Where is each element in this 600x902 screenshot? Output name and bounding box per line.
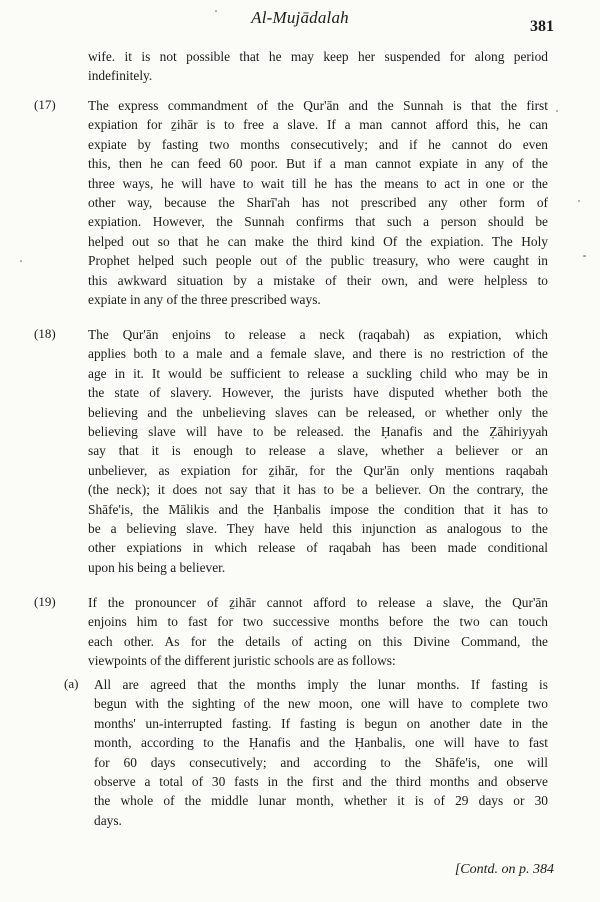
scan-speck: [556, 110, 558, 112]
page-number: 381: [530, 18, 554, 35]
text-line: other expiations in which release of raqabah has been made conditional: [88, 540, 548, 556]
text-line: applies both to a male and a female slave, and there is no restriction of the: [88, 346, 548, 362]
paragraph-number: (19): [34, 594, 56, 609]
text-line: expiate in any of the three prescribed ways.: [88, 292, 321, 308]
text-line: upon his being a believer.: [88, 559, 226, 575]
scan-speck: [20, 260, 22, 262]
text-line: this awkward situation by a mistake of their own, and were helpless to: [88, 272, 548, 288]
intro-text: [88, 47, 548, 86]
scan-speck: [215, 10, 217, 12]
text-line: (the neck); it does not say that it has to be a believer. On the contrary, the: [88, 482, 548, 498]
paragraph-17: [88, 96, 548, 309]
text-line: be a believing slave. They have held this injunction as analogous to the: [88, 521, 548, 537]
text-line: for 60 days consecutively; and according to the Shāfe'is, one will: [94, 754, 548, 770]
text-line: wife. it is not possible that he may keep her suspended for along period: [88, 49, 548, 64]
paragraph-18: [88, 325, 548, 577]
text-line: viewpoints of the different juristic schools are as follows:: [88, 653, 396, 669]
text-line: All are agreed that the months imply the lunar months. If fasting is: [94, 677, 548, 692]
scan-speck: [583, 255, 586, 257]
text-line: believing and the unbelieving slaves can be released, or whether only the: [88, 404, 548, 420]
paragraph-number: (18): [34, 326, 56, 341]
text-line: say that it is enough to release a slave, whether a believer or an: [88, 443, 548, 459]
text-line: age in it. It would be sufficient to release a suckling child who may be in: [88, 365, 548, 381]
text-line: month, according to the Ḥanafis and the Ḥanbalis, one will have to fast: [94, 735, 548, 751]
text-line: days.: [94, 812, 122, 828]
text-line: expiation. However, the Sunnah confirms that such a person should be: [88, 214, 548, 230]
text-line: observe a total of 30 fasts in the first and the third months and observe: [94, 774, 548, 790]
text-line: begun with the sighting of the new moon, one will have to complete two: [94, 696, 548, 712]
text-line: Prophet helped such people out of the public treasury, who were caught in: [88, 253, 548, 269]
text-line: this, then he can feed 60 poor. But if a man cannot expiate in any of the: [88, 156, 548, 172]
text-line: the whole of the middle lunar month, whether it is of 29 days or 30: [94, 793, 548, 809]
scan-speck: [578, 200, 580, 202]
text-line: expiation for ẕihār is to free a slave. If a man cannot afford this, he can: [88, 117, 548, 133]
text-line: other way, because the Sharī'ah has not prescribed any other form of: [88, 195, 548, 211]
paragraph-19: [88, 593, 548, 671]
running-header-title: Al-Mujādalah: [251, 8, 349, 27]
text-line: months' un-interrupted fasting. If fasting is begun on another date in the: [94, 715, 548, 731]
text-line: believing slave will have to be released. the Ḥanafis and the Ẓāhiriyyah: [88, 424, 548, 440]
text-line: enjoins him to fast for two successive months before the two can touch: [88, 614, 548, 630]
continuation-note: [Contd. on p. 384: [454, 862, 554, 877]
text-line: each other. As for the details of acting on this Divine Command, the: [88, 633, 548, 649]
text-line: The express commandment of the Qur'ān and the Sunnah is that the first: [88, 98, 548, 113]
text-line: expiate by fasting two months consecutively; and if he cannot do even: [88, 136, 548, 152]
text-line: the state of slavery. However, the jurists have disputed whether both the: [88, 385, 548, 401]
text-line: Shāfe'is, the Mālikis and the Ḥanbalis impose the condition that it has to: [88, 501, 548, 517]
text-line: unbeliever, as expiation for ẕihār, for the Qur'ān only mentions raqabah: [88, 462, 548, 478]
text-line: The Qur'ān enjoins to release a neck (raqabah) as expiation, which: [88, 327, 548, 342]
subitem-a: [94, 675, 548, 830]
text-line: If the pronouncer of ẕihār cannot afford to release a slave, the Qur'ān: [88, 595, 548, 610]
text-line: helped out so that he can make the third kind Of the expiation. The Holy: [88, 233, 548, 249]
subitem-label: (a): [64, 676, 79, 691]
text-line: indefinitely.: [88, 68, 153, 84]
text-line: three ways, he will have to wait till he has the means to act in one or the: [88, 175, 548, 191]
paragraph-number: (17): [34, 97, 56, 112]
